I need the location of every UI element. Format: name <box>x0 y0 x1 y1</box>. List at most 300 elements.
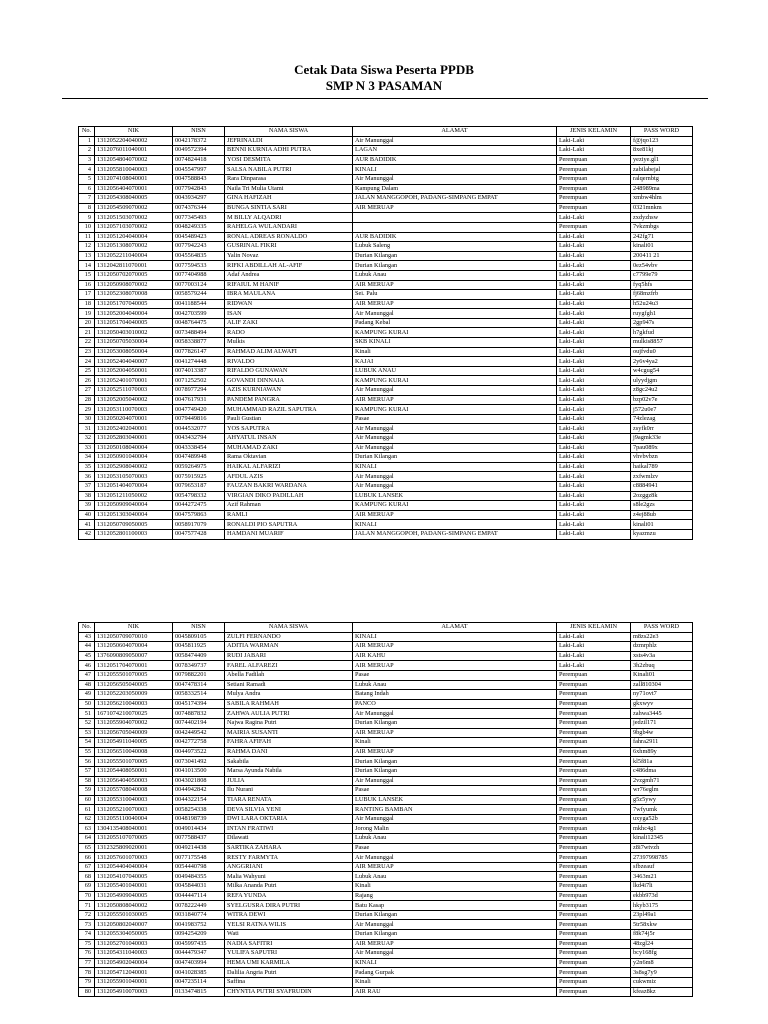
cell-no: 41 <box>79 520 95 530</box>
cell-nisn: 0047478314 <box>173 680 225 690</box>
table-row <box>79 958 693 968</box>
cell-nisn: 0043934297 <box>173 194 225 204</box>
cell-no: 40 <box>79 510 95 520</box>
cell-jenis-kelamin: Perempuan <box>557 920 631 930</box>
table-row <box>79 366 693 376</box>
cell-nisn: 0048198739 <box>173 814 225 824</box>
cell-nik: 1376090809050007 <box>95 651 173 661</box>
cell-nama-siswa: MAIRIA SUSANTI <box>225 728 353 738</box>
table-row <box>79 462 693 472</box>
cell-no: 71 <box>79 901 95 911</box>
cell-password: ralqernbtg <box>631 174 693 184</box>
table-row <box>79 184 693 194</box>
cell-alamat: LAGAN <box>353 146 557 156</box>
cell-nik: 1312050108040004 <box>95 443 173 453</box>
cell-alamat: AIR MERUAP <box>353 728 557 738</box>
cell-no: 54 <box>79 738 95 748</box>
cell-jenis-kelamin: Laki-Laki <box>557 529 631 539</box>
table-row <box>79 251 693 261</box>
cell-nama-siswa: FAUZAN BAKRI WARDANA <box>225 481 353 491</box>
cell-alamat: Padang Kebal <box>353 318 557 328</box>
cell-alamat: AIR MERUAP <box>353 661 557 671</box>
cell-nik: 1312051204040004 <box>95 232 173 242</box>
table-row <box>79 222 693 232</box>
cell-nik: 1312051704070001 <box>95 661 173 671</box>
table-row <box>79 309 693 319</box>
cell-nik: 1312052908040002 <box>95 462 173 472</box>
cell-nik: 1312074108040001 <box>95 174 173 184</box>
table-row <box>79 930 693 940</box>
table-row <box>79 814 693 824</box>
cell-alamat: Air Manunggal <box>353 386 557 396</box>
cell-nik: 1312054408050001 <box>95 766 173 776</box>
cell-nik: 1312056505040005 <box>95 680 173 690</box>
cell-no: 42 <box>79 529 95 539</box>
cell-password: oujfvdu0 <box>631 347 693 357</box>
cell-nama-siswa: Setiani Ramadi <box>225 680 353 690</box>
cell-password: s8le2gzs <box>631 501 693 511</box>
table-row <box>79 453 693 463</box>
cell-nisn: 0045564835 <box>173 251 225 261</box>
cell-jenis-kelamin: Perempuan <box>557 901 631 911</box>
cell-password: z8gc24u2 <box>631 386 693 396</box>
cell-password: 2y6v4ya2 <box>631 357 693 367</box>
cell-alamat: LUBUK LANSEK <box>353 795 557 805</box>
cell-password: kyazmzu <box>631 529 693 539</box>
cell-nama-siswa: SABILA RAHMAH <box>225 699 353 709</box>
cell-no: 65 <box>79 843 95 853</box>
cell-nama-siswa: Dalilia Angria Putri <box>225 968 353 978</box>
cell-alamat: JALAN MANGGOPOH, PADANG-SIMPANG EMPAT <box>353 529 557 539</box>
cell-nama-siswa: IBRA MAULANA <box>225 290 353 300</box>
cell-alamat: KINALI <box>353 958 557 968</box>
cell-nik: 1312054404040004 <box>95 862 173 872</box>
header-jenis-kelamin: JENIS KELAMIN <box>557 623 631 633</box>
cell-nama-siswa: RONAL ADREAS RONALDO <box>225 232 353 242</box>
cell-nama-siswa: Saffina <box>225 977 353 987</box>
cell-no: 60 <box>79 795 95 805</box>
cell-no: 50 <box>79 699 95 709</box>
cell-nisn: 0042178372 <box>173 136 225 146</box>
cell-alamat: KINALI <box>353 520 557 530</box>
cell-alamat: RANTING BAMBAN <box>353 805 557 815</box>
cell-nisn: 0058579244 <box>173 290 225 300</box>
cell-nik: 1312052211040004 <box>95 251 173 261</box>
title-divider <box>62 98 708 99</box>
cell-nama-siswa: RIVALDO <box>225 357 353 367</box>
cell-nisn: 0058917079 <box>173 520 225 530</box>
cell-nisn: 0047235114 <box>173 977 225 987</box>
cell-no: 4 <box>79 165 95 175</box>
cell-nisn: 0049014434 <box>173 824 225 834</box>
cell-nik: 1312055210070003 <box>95 805 173 815</box>
table-row <box>79 690 693 700</box>
cell-password: yeziye.gl1 <box>631 155 693 165</box>
cell-nama-siswa: RAMLI <box>225 510 353 520</box>
cell-jenis-kelamin: Perempuan <box>557 747 631 757</box>
cell-no: 26 <box>79 376 95 386</box>
cell-nik: 1312050909040004 <box>95 501 173 511</box>
cell-alamat: AIR MERUAP <box>353 510 557 520</box>
cell-password: ruygfgh1 <box>631 309 693 319</box>
cell-jenis-kelamin: Perempuan <box>557 738 631 748</box>
cell-password: 7vkzmbgs <box>631 222 693 232</box>
cell-password: uxyga52b <box>631 814 693 824</box>
cell-jenis-kelamin: Laki-Laki <box>557 270 631 280</box>
table-row <box>79 434 693 444</box>
cell-nik: 1312051303040004 <box>95 510 173 520</box>
cell-alamat: AIR MERUAP <box>353 939 557 949</box>
cell-alamat: Kampung Dalam <box>353 184 557 194</box>
header-password: PASS WORD <box>631 623 693 633</box>
cell-nik: 1312050709070010 <box>95 632 173 642</box>
cell-nik: 1312054909040005 <box>95 891 173 901</box>
table-row <box>79 481 693 491</box>
cell-password: 3h2zbuq <box>631 661 693 671</box>
cell-jenis-kelamin: Perempuan <box>557 222 631 232</box>
cell-jenis-kelamin: Laki-Laki <box>557 462 631 472</box>
cell-password: 2ozggz8k <box>631 491 693 501</box>
cell-no: 56 <box>79 757 95 767</box>
cell-nik: 1312052004050001 <box>95 366 173 376</box>
cell-alamat: Kinali <box>353 347 557 357</box>
cell-nama-siswa: FAHRA AFIFAH <box>225 738 353 748</box>
cell-alamat: Padang Gurpak <box>353 968 557 978</box>
cell-nik: 1312050702070005 <box>95 270 173 280</box>
cell-nama-siswa: VIRGIAN DIKO PADILLAH <box>225 491 353 501</box>
cell-nik: 1312054107040005 <box>95 872 173 882</box>
cell-password: 23pl49a1 <box>631 910 693 920</box>
cell-jenis-kelamin: Perempuan <box>557 824 631 834</box>
cell-password: 8xe81kj <box>631 146 693 156</box>
cell-jenis-kelamin: Laki-Laki <box>557 405 631 415</box>
header-no: No. <box>79 127 95 137</box>
cell-nisn: 0049214438 <box>173 843 225 853</box>
cell-alamat <box>353 222 557 232</box>
cell-alamat: AUR BADIDIK <box>353 155 557 165</box>
cell-nama-siswa: HAIKAL ALFARIZI <box>225 462 353 472</box>
cell-jenis-kelamin: Laki-Laki <box>557 501 631 511</box>
cell-nama-siswa: REFA YUNDA <box>225 891 353 901</box>
cell-alamat: Kinali <box>353 882 557 892</box>
table-row <box>79 872 693 882</box>
cell-password: bcy168fg <box>631 949 693 959</box>
cell-password: h7gkfud <box>631 328 693 338</box>
cell-nik: 1312057103070002 <box>95 222 173 232</box>
cell-alamat: KAMPUNG KURAI <box>353 376 557 386</box>
cell-nama-siswa: Azif Rahman <box>225 501 353 511</box>
cell-nik: 1312055401040001 <box>95 882 173 892</box>
cell-nisn: 0058254338 <box>173 805 225 815</box>
cell-jenis-kelamin: Perempuan <box>557 718 631 728</box>
cell-password: wr76eglm <box>631 786 693 796</box>
cell-nisn: 0074402194 <box>173 718 225 728</box>
cell-jenis-kelamin: Laki-Laki <box>557 347 631 357</box>
cell-nama-siswa: SALSA NABILA PUTRI <box>225 165 353 175</box>
table-row <box>79 776 693 786</box>
cell-no: 58 <box>79 776 95 786</box>
cell-jenis-kelamin: Laki-Laki <box>557 290 631 300</box>
cell-password: zxfwmlzv <box>631 472 693 482</box>
cell-no: 31 <box>79 424 95 434</box>
cell-jenis-kelamin: Laki-Laki <box>557 443 631 453</box>
cell-password: j572u0e7 <box>631 405 693 415</box>
table-row <box>79 357 693 367</box>
cell-alamat: KINALI <box>353 165 557 175</box>
cell-jenis-kelamin: Perempuan <box>557 805 631 815</box>
cell-jenis-kelamin: Perempuan <box>557 987 631 997</box>
cell-nama-siswa: M BILLY ALQADRI <box>225 213 353 223</box>
header-no: No. <box>79 623 95 633</box>
cell-nisn: 0047403994 <box>173 958 225 968</box>
table-row <box>79 939 693 949</box>
cell-no: 67 <box>79 862 95 872</box>
cell-nisn: 0049484355 <box>173 872 225 882</box>
cell-password: kl5f81a <box>631 757 693 767</box>
cell-nisn: 0077003124 <box>173 280 225 290</box>
cell-no: 37 <box>79 481 95 491</box>
cell-nisn: 0044532077 <box>173 424 225 434</box>
cell-nama-siswa: Ilu Nurani <box>225 786 353 796</box>
cell-nik: 1312053008050004 <box>95 347 173 357</box>
cell-alamat: Pasae <box>353 786 557 796</box>
cell-nisn: 0043432794 <box>173 434 225 444</box>
cell-nama-siswa: MUHAMAD ZAKI <box>225 443 353 453</box>
cell-alamat: Air Manunggal <box>353 424 557 434</box>
cell-alamat: SKB KINALI <box>353 338 557 348</box>
table-row <box>79 920 693 930</box>
cell-nama-siswa: RADO <box>225 328 353 338</box>
cell-nisn: 0042449542 <box>173 728 225 738</box>
cell-password: c8884941 <box>631 481 693 491</box>
table-row <box>79 728 693 738</box>
cell-alamat: Air Manunggal <box>353 443 557 453</box>
cell-password: f@jqo123 <box>631 136 693 146</box>
table-row <box>79 203 693 213</box>
cell-alamat: AIR MERUAP <box>353 642 557 652</box>
cell-nama-siswa: Marsa Ayunda Nabila <box>225 766 353 776</box>
table-row <box>79 709 693 719</box>
table-row <box>79 242 693 252</box>
cell-nik: 1312055107070005 <box>95 834 173 844</box>
cell-nama-siswa: JULIA <box>225 776 353 786</box>
cell-no: 59 <box>79 786 95 796</box>
cell-jenis-kelamin: Perempuan <box>557 862 631 872</box>
cell-no: 10 <box>79 222 95 232</box>
cell-nisn: 0077942843 <box>173 184 225 194</box>
cell-nisn: 0074887832 <box>173 709 225 719</box>
cell-nisn: 0048249335 <box>173 222 225 232</box>
cell-nisn: 0074824418 <box>173 155 225 165</box>
cell-nik: 1312050908070002 <box>95 280 173 290</box>
cell-nik: 1312050403010002 <box>95 328 173 338</box>
cell-nisn: 0077942243 <box>173 242 225 252</box>
cell-jenis-kelamin: Laki-Laki <box>557 491 631 501</box>
cell-jenis-kelamin: Perempuan <box>557 977 631 987</box>
cell-jenis-kelamin: Laki-Laki <box>557 414 631 424</box>
cell-nisn: 0044973522 <box>173 747 225 757</box>
cell-no: 15 <box>79 270 95 280</box>
cell-nama-siswa: Milka Ananda Putri <box>225 882 353 892</box>
cell-jenis-kelamin: Perempuan <box>557 709 631 719</box>
cell-no: 62 <box>79 814 95 824</box>
cell-alamat: Air Manunggal <box>353 853 557 863</box>
cell-password: zsyfk0rr <box>631 424 693 434</box>
cell-nik: 1312076011040001 <box>95 146 173 156</box>
cell-nik: 1312052404040007 <box>95 357 173 367</box>
header-alamat: ALAMAT <box>353 623 557 633</box>
cell-nik: 1312325809020001 <box>95 843 173 853</box>
cell-nik: 1312051503070002 <box>95 213 173 223</box>
cell-nama-siswa: ZULFI FERNANDO <box>225 632 353 642</box>
cell-password: kinali01 <box>631 520 693 530</box>
table-row <box>79 501 693 511</box>
cell-password: c486dma <box>631 766 693 776</box>
cell-nik: 1312055501070005 <box>95 757 173 767</box>
cell-jenis-kelamin: Laki-Laki <box>557 366 631 376</box>
cell-jenis-kelamin: Perempuan <box>557 930 631 940</box>
table-row <box>79 261 693 271</box>
cell-nik: 1312052004040004 <box>95 309 173 319</box>
cell-jenis-kelamin: Perempuan <box>557 891 631 901</box>
cell-password: fahra2911 <box>631 738 693 748</box>
cell-nik: 1312050802040007 <box>95 920 173 930</box>
table-row <box>79 414 693 424</box>
cell-nama-siswa: PANDEM PANGRA <box>225 395 353 405</box>
cell-nik: 1312054712040001 <box>95 968 173 978</box>
cell-jenis-kelamin: Laki-Laki <box>557 434 631 444</box>
cell-nisn: 0044322154 <box>173 795 225 805</box>
cell-no: 66 <box>79 853 95 863</box>
cell-nisn: 0045811925 <box>173 642 225 652</box>
cell-password: 48zgl24 <box>631 939 693 949</box>
cell-jenis-kelamin: Perempuan <box>557 680 631 690</box>
table-header-row <box>79 623 693 633</box>
cell-nisn: 0077826147 <box>173 347 225 357</box>
cell-jenis-kelamin: Perempuan <box>557 194 631 204</box>
cell-alamat: JALAN MANGGOPOH, PADANG-SIMPANG EMPAT <box>353 194 557 204</box>
cell-jenis-kelamin: Laki-Laki <box>557 481 631 491</box>
table-row <box>79 232 693 242</box>
cell-nik: 1312050808040002 <box>95 901 173 911</box>
cell-no: 79 <box>79 977 95 987</box>
cell-password: fyq5hfs <box>631 280 693 290</box>
cell-nama-siswa: AFDUL AZIS <box>225 472 353 482</box>
cell-no: 8 <box>79 203 95 213</box>
table-row <box>79 328 693 338</box>
table-row <box>79 318 693 328</box>
cell-nik: 1312054911040005 <box>95 738 173 748</box>
cell-no: 16 <box>79 280 95 290</box>
cell-jenis-kelamin: Laki-Laki <box>557 338 631 348</box>
cell-jenis-kelamin: Perempuan <box>557 814 631 824</box>
cell-nik: 1312055501070005 <box>95 670 173 680</box>
cell-nisn: 0041028385 <box>173 968 225 978</box>
cell-jenis-kelamin: Laki-Laki <box>557 328 631 338</box>
table-row <box>79 491 693 501</box>
table-row <box>79 795 693 805</box>
cell-nik: 1312052801100003 <box>95 529 173 539</box>
cell-alamat: Durian Kilangan <box>353 453 557 463</box>
cell-nama-siswa: Mulya Andra <box>225 690 353 700</box>
cell-no: 47 <box>79 670 95 680</box>
cell-nisn: 0045174394 <box>173 699 225 709</box>
cell-jenis-kelamin: Laki-Laki <box>557 299 631 309</box>
cell-nama-siswa: RIFALDO GUNAWAN <box>225 366 353 376</box>
cell-nama-siswa: Yalin Novaz <box>225 251 353 261</box>
cell-password: 2vzgmh71 <box>631 776 693 786</box>
cell-nama-siswa: Rara Dinparasa <box>225 174 353 184</box>
cell-no: 2 <box>79 146 95 156</box>
cell-alamat: AIR MERUAP <box>353 395 557 405</box>
cell-nisn: 0041274448 <box>173 357 225 367</box>
cell-no: 20 <box>79 318 95 328</box>
cell-nama-siswa: Rama Oktavian <box>225 453 353 463</box>
cell-nama-siswa: NADIA SAFITRI <box>225 939 353 949</box>
cell-nik: 1312055904070002 <box>95 718 173 728</box>
cell-no: 52 <box>79 718 95 728</box>
cell-nama-siswa: RIFKI ABDILLAH AL-AFIF <box>225 261 353 271</box>
cell-nisn: 0045489423 <box>173 232 225 242</box>
cell-jenis-kelamin: Laki-Laki <box>557 146 631 156</box>
cell-alamat: Durian Kilangan <box>353 251 557 261</box>
cell-alamat: Air Manunggal <box>353 776 557 786</box>
cell-password: f8k74j5r <box>631 930 693 940</box>
cell-nama-siswa: Mulkis <box>225 338 353 348</box>
cell-jenis-kelamin: Perempuan <box>557 690 631 700</box>
cell-password: 200411 21 <box>631 251 693 261</box>
table-row <box>79 347 693 357</box>
cell-alamat: KAMPUNG KURAI <box>353 328 557 338</box>
cell-nik: 1312042811070001 <box>95 261 173 271</box>
cell-no: 78 <box>79 968 95 978</box>
header-nisn: NISN <box>173 127 225 137</box>
cell-jenis-kelamin: Perempuan <box>557 155 631 165</box>
cell-password: gkxwyv <box>631 699 693 709</box>
cell-nik: 1312051211050002 <box>95 491 173 501</box>
cell-nik: 1312050705030004 <box>95 338 173 348</box>
table-row <box>79 843 693 853</box>
cell-nik: 1312054509070002 <box>95 203 173 213</box>
cell-alamat: Sei. Palu <box>353 290 557 300</box>
cell-nisn: 0044447114 <box>173 891 225 901</box>
table-row <box>79 786 693 796</box>
cell-nik: 1312050709050005 <box>95 520 173 530</box>
cell-no: 6 <box>79 184 95 194</box>
cell-jenis-kelamin: Laki-Laki <box>557 232 631 242</box>
cell-no: 27 <box>79 386 95 396</box>
cell-nama-siswa: ALIF ZAKI <box>225 318 353 328</box>
table-header-row <box>79 127 693 137</box>
cell-alamat: Kinali <box>353 738 557 748</box>
cell-no: 77 <box>79 958 95 968</box>
cell-nama-siswa: FAREL ALFAREZI <box>225 661 353 671</box>
cell-nama-siswa: INTAN FRATIWI <box>225 824 353 834</box>
table-row <box>79 529 693 539</box>
cell-nisn: 0077588437 <box>173 834 225 844</box>
cell-no: 36 <box>79 472 95 482</box>
cell-password: 3s8sg7y9 <box>631 968 693 978</box>
cell-jenis-kelamin: Laki-Laki <box>557 453 631 463</box>
table-row <box>79 632 693 642</box>
cell-no: 3 <box>79 155 95 165</box>
cell-no: 74 <box>79 930 95 940</box>
cell-nisn: 0045547997 <box>173 165 225 175</box>
cell-password: ekbb973d <box>631 891 693 901</box>
header-nisn: NISN <box>173 623 225 633</box>
cell-nama-siswa: Wati <box>225 930 353 940</box>
cell-nisn: 0077594533 <box>173 261 225 271</box>
